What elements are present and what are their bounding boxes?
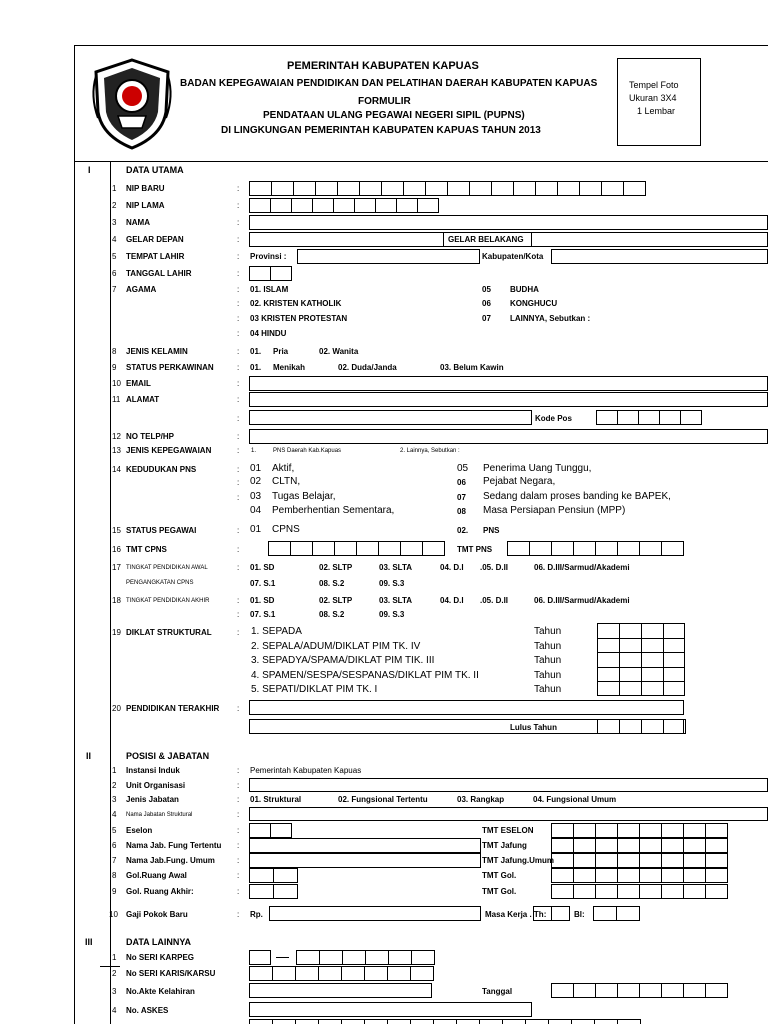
diklat-option[interactable]: 5. SEPATI/DIKLAT PIM TK. I: [251, 684, 378, 695]
status-perkawinan-label: STATUS PERKAWINAN: [126, 363, 214, 372]
alamat-field-2[interactable]: [249, 410, 532, 425]
kedudukan-option[interactable]: Pejabat Negara,: [483, 476, 556, 487]
photo-box[interactable]: [617, 58, 701, 146]
kedudukan-option[interactable]: Tugas Belajar,: [272, 491, 336, 502]
row-number: 3: [112, 795, 117, 804]
colon: :: [237, 826, 240, 835]
section-iii-title: DATA LAINNYA: [126, 937, 191, 947]
jenis-jabatan-label: Jenis Jabatan: [126, 795, 179, 804]
instansi-induk-value: Pemerintah Kabupaten Kapuas: [250, 766, 362, 775]
tahun-label: Tahun: [534, 655, 562, 666]
agama-option[interactable]: LAINNYA, Sebutkan :: [510, 314, 591, 323]
row-number: 1: [112, 953, 117, 962]
colon: :: [237, 299, 240, 308]
karpeg-prefix-cell[interactable]: [249, 950, 271, 965]
photo-label-2: Ukuran 3X4: [629, 93, 677, 103]
kode-pos-label: Kode Pos: [535, 414, 572, 423]
pendidikan-option[interactable]: 02. SLTP: [319, 563, 353, 572]
colon: :: [237, 414, 240, 423]
perkawinan-option[interactable]: 03. Belum Kawin: [440, 363, 504, 372]
colon: :: [237, 610, 240, 619]
colon: :: [237, 628, 240, 637]
alamat-label: ALAMAT: [126, 395, 160, 404]
colon: :: [237, 363, 240, 372]
jab-fung-umum-label: Nama Jab.Fung. Umum: [126, 856, 215, 865]
karis-karsu-cells[interactable]: [249, 966, 434, 981]
tmt-gol-akhir-cells[interactable]: [551, 884, 728, 899]
nama-jabatan-struktural-field[interactable]: [249, 807, 768, 821]
gaji-pokok-field[interactable]: [269, 906, 481, 921]
agama-option[interactable]: 02. KRISTEN KATHOLIK: [250, 299, 342, 308]
row-number: 1: [112, 184, 117, 193]
row-number: 4: [112, 235, 117, 244]
colon: :: [237, 446, 240, 455]
section-ii-title: POSISI & JABATAN: [126, 751, 210, 761]
kode-pos-cells[interactable]: [596, 410, 702, 425]
tmt-gol-label: TMT Gol.: [482, 887, 517, 896]
colon: :: [237, 347, 240, 356]
row-number: 8: [112, 871, 117, 880]
colon: :: [237, 910, 240, 919]
bottom-cells[interactable]: [249, 1019, 641, 1024]
colon: :: [237, 379, 240, 388]
colon: :: [237, 871, 240, 880]
row-number: 4: [112, 1006, 117, 1015]
option-number: 07: [457, 493, 466, 502]
jabatan-option[interactable]: 02. Fungsional Tertentu: [338, 795, 428, 804]
kedudukan-pns-label: KEDUDUKAN PNS: [126, 465, 197, 474]
row-number: 15: [112, 526, 121, 535]
karpeg-cells[interactable]: [296, 950, 435, 965]
lulus-tahun-label: Lulus Tahun: [510, 723, 557, 732]
row-number: 13: [112, 446, 121, 455]
option-number: 04: [250, 505, 262, 516]
akte-tanggal-cells[interactable]: [551, 983, 728, 998]
tmt-cpns-label: TMT CPNS: [126, 545, 167, 554]
status-pegawai-option[interactable]: CPNS: [272, 524, 300, 535]
agama-label: AGAMA: [126, 285, 157, 294]
agama-option[interactable]: BUDHA: [510, 285, 539, 294]
option-number: 01: [250, 524, 262, 535]
row-number: 9: [112, 887, 117, 896]
column-divider: [110, 161, 111, 1024]
row-number: 5: [112, 826, 117, 835]
agama-option[interactable]: 01. ISLAM: [250, 285, 289, 294]
instansi-induk-label: Instansi Induk: [126, 766, 180, 775]
bulan-label: Bl:: [574, 910, 585, 919]
colon: :: [237, 493, 240, 502]
tempat-lahir-label: TEMPAT LAHIR: [126, 252, 185, 261]
row-number: 6: [112, 841, 117, 850]
pendidikan-option[interactable]: 04. D.I: [440, 596, 464, 605]
pendidikan-option[interactable]: 01. SD: [250, 596, 275, 605]
colon: :: [237, 545, 240, 554]
diklat-option[interactable]: 2. SEPALA/ADUM/DIKLAT PIM TK. IV: [251, 641, 421, 652]
row-number: 20: [112, 704, 121, 713]
gol-ruang-awal-label: Gol.Ruang Awal: [126, 871, 187, 880]
header-line-1: PEMERINTAH KABUPATEN KAPUAS: [287, 60, 479, 72]
diklat-label: DIKLAT STRUKTURAL: [126, 628, 212, 637]
nip-baru-cells[interactable]: [249, 181, 646, 196]
provinsi-field[interactable]: [297, 249, 480, 264]
pendidikan-option[interactable]: .05. D.II: [480, 596, 509, 605]
kabupaten-label: Kabupaten/Kota: [482, 252, 544, 261]
tahun-label: Tahun: [534, 684, 562, 695]
kedudukan-option[interactable]: Sedang dalam proses banding ke BAPEK,: [483, 491, 671, 502]
tmt-cpns-cells[interactable]: [268, 541, 445, 556]
gelar-depan-label: GELAR DEPAN: [126, 235, 184, 244]
gol-ruang-akhir-cells[interactable]: [249, 884, 298, 899]
pendidikan-option[interactable]: 07. S.1: [250, 610, 276, 619]
option-number: 01: [250, 463, 262, 474]
row-number: 7: [112, 285, 117, 294]
askes-field[interactable]: [249, 1002, 532, 1017]
row-number: 16: [112, 545, 121, 554]
jab-fung-umum-field[interactable]: [249, 853, 481, 868]
pendidikan-option[interactable]: 09. S.3: [379, 610, 405, 619]
tanggal-lahir-cells[interactable]: [249, 266, 292, 281]
kedudukan-option[interactable]: Aktif,: [272, 463, 295, 474]
diklat-option[interactable]: 3. SEPADYA/SPAMA/DIKLAT PIM TIK. III: [251, 655, 435, 666]
section-i-title: DATA UTAMA: [126, 165, 184, 175]
tahun-label: Tahun: [534, 670, 562, 681]
kedudukan-option[interactable]: CLTN,: [272, 476, 301, 487]
row-number: 11: [112, 395, 121, 404]
colon: :: [237, 704, 240, 713]
pendidikan-awal-sublabel: PENGANGKATAN CPNS: [126, 580, 194, 586]
pendidikan-option[interactable]: 06. D.III/Sarmud/Akademi: [534, 596, 630, 605]
alamat-field-1[interactable]: [249, 392, 768, 407]
grid-line: [641, 623, 642, 696]
pendidikan-option[interactable]: 08. S.2: [319, 579, 345, 588]
perkawinan-option[interactable]: 02. Duda/Janda: [338, 363, 397, 372]
email-label: EMAIL: [126, 379, 151, 388]
row-number: 2: [112, 781, 117, 790]
tmt-pns-cells[interactable]: [507, 541, 684, 556]
row-number: 4: [112, 810, 117, 819]
jenis-kepegawaian-label: JENIS KEPEGAWAIAN: [126, 446, 212, 455]
unit-organisasi-field[interactable]: [249, 778, 768, 792]
left-border: [74, 45, 75, 1024]
colon: :: [237, 314, 240, 323]
pendidikan-option[interactable]: 09. S.3: [379, 579, 405, 588]
colon: :: [237, 563, 240, 572]
unit-organisasi-label: Unit Organisasi: [126, 781, 186, 790]
option-number: 1.: [251, 448, 257, 454]
tmt-jafung-umum-cells[interactable]: [551, 853, 728, 868]
masa-kerja-label: Masa Kerja . Th:: [485, 910, 547, 919]
colon: :: [237, 795, 240, 804]
kedudukan-option[interactable]: Penerima Uang Tunggu,: [483, 463, 592, 474]
row-number: 14: [112, 465, 121, 474]
gol-ruang-akhir-label: Gol. Ruang Akhir:: [126, 887, 194, 896]
kapuas-emblem-icon: [88, 56, 176, 151]
email-field[interactable]: [249, 376, 768, 391]
jab-fung-tertentu-label: Nama Jab. Fung Tertentu: [126, 841, 222, 850]
dash: [276, 957, 289, 958]
row-number: 10: [112, 379, 121, 388]
option-number: 05: [457, 463, 469, 474]
tmt-eselon-label: TMT ESELON: [482, 826, 534, 835]
kepegawaian-option[interactable]: 2. Lainnya, Sebutkan :: [400, 448, 460, 454]
pendidikan-terakhir-field-1[interactable]: [249, 700, 684, 715]
colon: :: [237, 235, 240, 244]
lulus-tahun-cells[interactable]: [597, 719, 686, 734]
row-number: 8: [112, 347, 117, 356]
no-telp-field[interactable]: [249, 429, 768, 444]
tmt-pns-label: TMT PNS: [457, 545, 493, 554]
pendidikan-option[interactable]: 03. SLTA: [379, 563, 413, 572]
row-number: 19: [112, 628, 121, 637]
kedudukan-option[interactable]: Masa Persiapan Pensiun (MPP): [483, 505, 626, 516]
pendidikan-option[interactable]: 02. SLTP: [319, 596, 353, 605]
option-number: 02: [250, 476, 262, 487]
pendidikan-option[interactable]: .05. D.II: [480, 563, 509, 572]
colon: :: [237, 285, 240, 294]
nip-lama-label: NIP LAMA: [126, 201, 165, 210]
agama-option-number: 05: [482, 285, 491, 294]
header-line-2: BADAN KEPEGAWAIAN PENDIDIKAN DAN PELATIHAN DAERAH KABUPATEN KAPUAS: [180, 78, 598, 89]
row-number: 3: [112, 987, 117, 996]
colon: :: [237, 201, 240, 210]
option-number: 02.: [457, 526, 469, 535]
colon: :: [237, 395, 240, 404]
colon: :: [237, 432, 240, 441]
nama-field[interactable]: [249, 215, 768, 230]
header-line-4: PENDATAAN ULANG PEGAWAI NEGERI SIPIL (PUPNS): [263, 110, 525, 121]
top-border: [74, 45, 768, 46]
colon: :: [237, 269, 240, 278]
colon: :: [237, 781, 240, 790]
jabatan-option[interactable]: 01. Struktural: [250, 795, 302, 804]
header-divider: [74, 161, 768, 162]
akte-kelahiran-field[interactable]: [249, 983, 432, 998]
header-line-5: DI LINGKUNGAN PEMERINTAH KABUPATEN KAPUAS TAHUN 2013: [221, 125, 541, 136]
row-number: 1: [112, 766, 117, 775]
row-number: 7: [112, 856, 117, 865]
tmt-gol-awal-cells[interactable]: [551, 868, 728, 883]
section-iii-roman: III: [85, 937, 93, 947]
tmt-eselon-cells[interactable]: [551, 823, 728, 838]
jab-fung-tertentu-field[interactable]: [249, 838, 481, 853]
gol-ruang-awal-cells[interactable]: [249, 868, 298, 883]
pendidikan-option[interactable]: 03. SLTA: [379, 596, 413, 605]
row-number: 3: [112, 218, 117, 227]
nama-label: NAMA: [126, 218, 150, 227]
colon: :: [237, 329, 240, 338]
tahun-label: Tahun: [534, 641, 562, 652]
gaji-pokok-label: Gaji Pokok Baru: [126, 910, 188, 919]
masa-kerja-th-cells[interactable]: [533, 906, 570, 921]
tmt-jafung-label: TMT Jafung: [482, 841, 527, 850]
pendidikan-option[interactable]: 04. D.I: [440, 563, 464, 572]
masa-kerja-bl-cells[interactable]: [593, 906, 640, 921]
pendidikan-akhir-label: TINGKAT PENDIDIKAN AKHIR: [126, 598, 210, 604]
colon: :: [237, 766, 240, 775]
akte-kelahiran-label: No.Akte Kelahiran: [126, 987, 195, 996]
photo-label-1: Tempel Foto: [629, 80, 679, 90]
jenis-kelamin-label: JENIS KELAMIN: [126, 347, 188, 356]
pendidikan-option[interactable]: 01. SD: [250, 563, 275, 572]
row-number: 9: [112, 363, 117, 372]
divider: [443, 232, 444, 247]
jenis-kelamin-option[interactable]: 02. Wanita: [319, 347, 359, 356]
no-telp-label: NO TELP/HP: [126, 432, 175, 441]
row-number: 5: [112, 252, 117, 261]
header-line-3: FORMULIR: [358, 96, 411, 107]
jabatan-option[interactable]: 03. Rangkap: [457, 795, 505, 804]
kepegawaian-option[interactable]: PNS Daerah Kab.Kapuas: [273, 448, 342, 454]
colon: :: [237, 856, 240, 865]
photo-label-3: 1 Lembar: [637, 106, 676, 116]
grid-line: [663, 623, 664, 696]
karis-karsu-label: No SERI KARIS/KARSU: [126, 969, 216, 978]
status-pegawai-option[interactable]: PNS: [483, 526, 500, 535]
pendidikan-option[interactable]: 07. S.1: [250, 579, 276, 588]
karpeg-label: No SERI KARPEG: [126, 953, 195, 962]
option-number: 06: [457, 478, 466, 487]
nip-lama-cells[interactable]: [249, 198, 439, 213]
option-number: 03: [250, 491, 262, 502]
diklat-option[interactable]: 4. SPAMEN/SESPA/SESPANAS/DIKLAT PIM TK. II: [251, 670, 479, 681]
tmt-jafung-umum-label: TMT Jafung.Umum: [482, 856, 554, 865]
eselon-cells[interactable]: [249, 823, 292, 838]
nama-jabatan-struktural-label: Nama Jabatan Struktural: [126, 812, 193, 818]
colon: :: [237, 887, 240, 896]
short-divider: [100, 966, 120, 967]
askes-label: No. ASKES: [126, 1006, 169, 1015]
jabatan-option[interactable]: 04. Fungsional Umum: [533, 795, 617, 804]
tmt-jafung-cells[interactable]: [551, 838, 728, 853]
pendidikan-terakhir-label: PENDIDIKAN TERAKHIR: [126, 704, 220, 713]
colon: :: [237, 465, 240, 474]
section-ii-roman: II: [86, 751, 92, 761]
row-number: 10: [109, 910, 118, 919]
colon: :: [237, 596, 240, 605]
agama-option-number: 06: [482, 299, 491, 308]
tanggal-label: Tanggal: [482, 987, 513, 996]
kabupaten-field[interactable]: [551, 249, 768, 264]
row-number: 12: [112, 432, 121, 441]
agama-option[interactable]: 03 KRISTEN PROTESTAN: [250, 314, 348, 323]
tanggal-lahir-label: TANGGAL LAHIR: [126, 269, 192, 278]
nip-baru-label: NIP BARU: [126, 184, 165, 193]
colon: :: [237, 252, 240, 261]
provinsi-label: Provinsi :: [250, 252, 287, 261]
agama-option[interactable]: KONGHUCU: [510, 299, 558, 308]
colon: :: [237, 526, 240, 535]
option-number: 01.: [250, 363, 262, 372]
rp-label: Rp.: [250, 910, 263, 919]
pendidikan-option[interactable]: 08. S.2: [319, 610, 345, 619]
colon: :: [237, 478, 240, 487]
row-number: 17: [112, 563, 121, 572]
tmt-gol-label: TMT Gol.: [482, 871, 517, 880]
diklat-option[interactable]: 1. SEPADA: [251, 626, 302, 637]
pendidikan-option[interactable]: 06. D.III/Sarmud/Akademi: [534, 563, 630, 572]
tahun-label: Tahun: [534, 626, 562, 637]
colon: :: [237, 810, 240, 819]
section-i-roman: I: [88, 165, 91, 175]
perkawinan-option[interactable]: Menikah: [273, 363, 306, 372]
pendidikan-awal-label: TINGKAT PENDIDIKAN AWAL: [126, 565, 208, 571]
colon: :: [237, 841, 240, 850]
colon: :: [237, 184, 240, 193]
agama-option[interactable]: 04 HINDU: [250, 329, 287, 338]
row-number: 2: [112, 969, 117, 978]
gelar-belakang-label: GELAR BELAKANG: [448, 235, 524, 244]
jenis-kelamin-option[interactable]: Pria: [273, 347, 289, 356]
agama-option-number: 07: [482, 314, 491, 323]
option-number: 01.: [250, 347, 262, 356]
row-number: 2: [112, 201, 117, 210]
row-number: 6: [112, 269, 117, 278]
option-number: 08: [457, 507, 466, 516]
grid-line: [619, 623, 620, 696]
eselon-label: Eselon: [126, 826, 153, 835]
divider: [531, 232, 532, 247]
kedudukan-option[interactable]: Pemberhentian Sementara,: [272, 505, 395, 516]
status-pegawai-label: STATUS PEGAWAI: [126, 526, 197, 535]
colon: :: [237, 218, 240, 227]
row-number: 18: [112, 596, 121, 605]
